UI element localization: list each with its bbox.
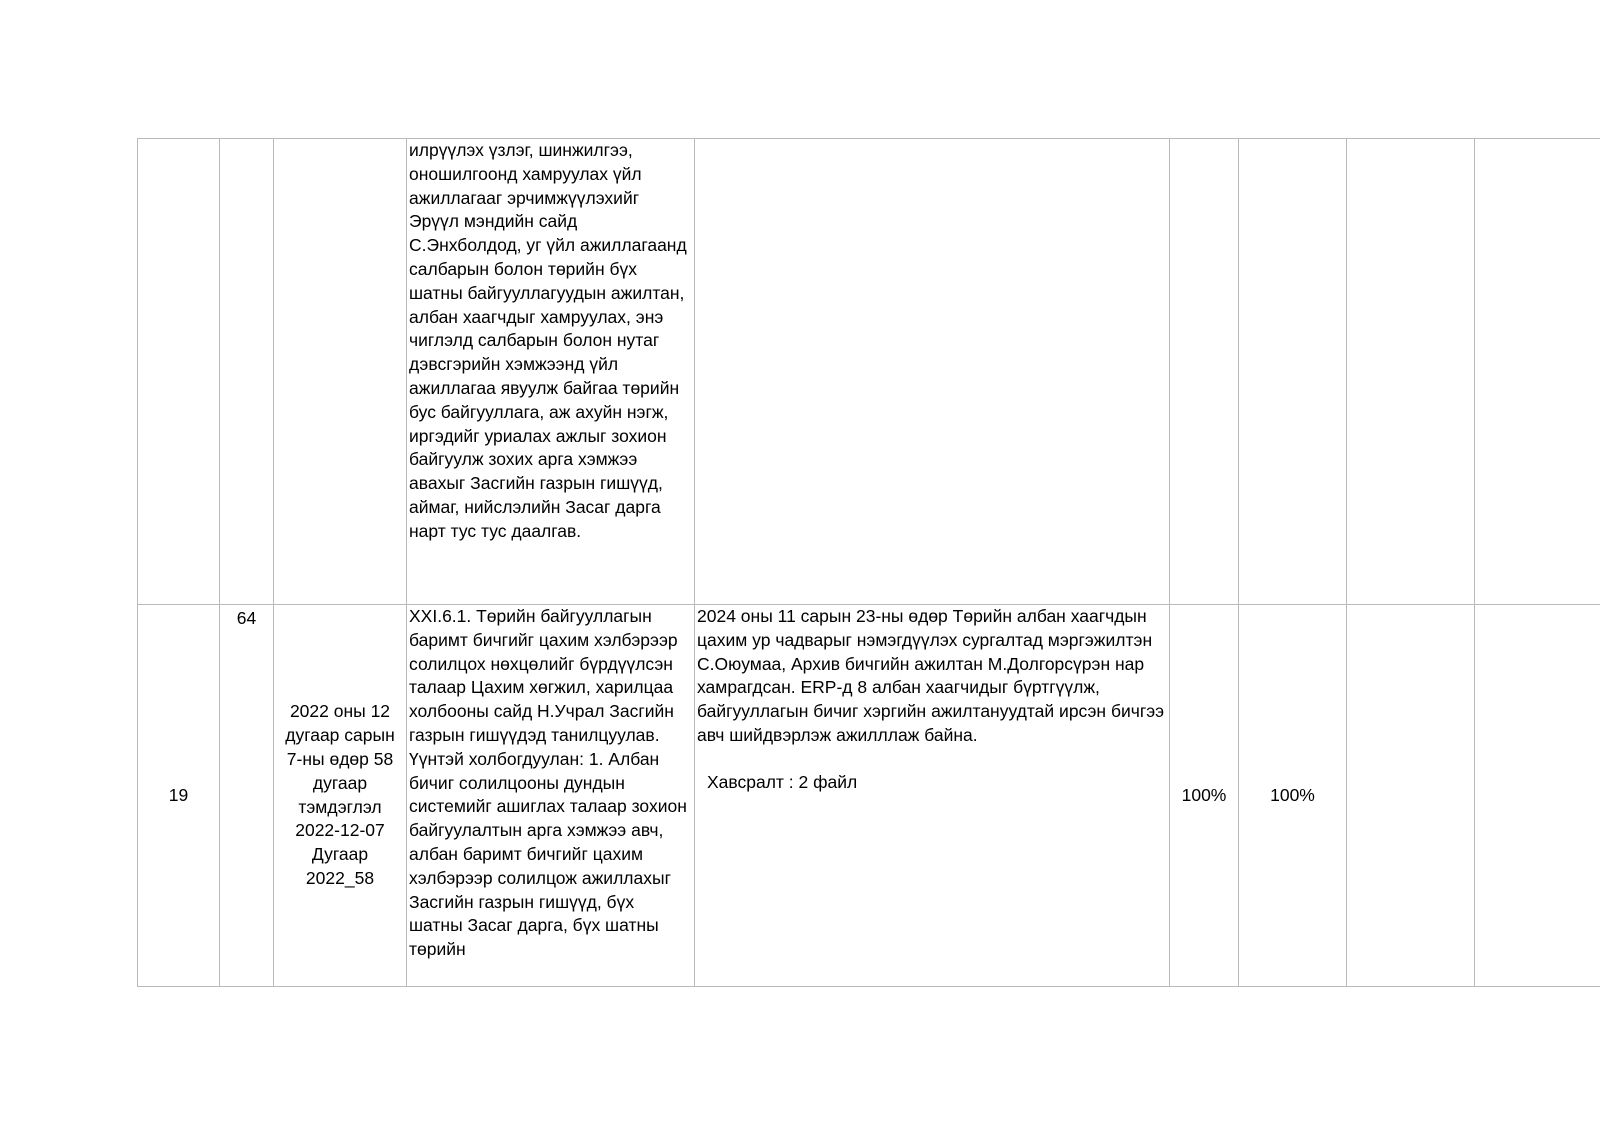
row-number-cell xyxy=(138,139,220,605)
attachment-link[interactable]: Хавсралт : 2 файл xyxy=(707,771,858,792)
percent-cell-a: 100% xyxy=(1170,605,1239,987)
decision-text-cell: илрүүлэх үзлэг, шинжилгээ, оношилгоонд хамруулах үйл ажиллагааг эрчимжүүлэхийг Эрүүл мэндийн сайд С.Энхболдод, уг үйл ажиллагаанд салбарын болон төрийн бүх шатны байгууллагуудын ажилтан, албан хаагчдыг хамруулах, энэ чиглэлд салбарын болон нутаг дэвсгэрийн хэмжээнд үйл ажиллагаа явуулж байгаа төрийн бус байгууллага, аж ахуйн нэгж, иргэдийг уриалах ажлыг зохион байгуулж зохих арга хэмжээ авахыг Засгийн газрын гишүүд, аймаг, нийслэлийн Засаг дарга нарт тус тус даалгав. xyxy=(407,139,695,605)
row-number-cell: 19 xyxy=(138,605,220,987)
note-cell xyxy=(1347,605,1475,987)
progress-text: 2024 оны 11 сарын 23-ны өдөр Төрийн албан хаагчдын цахим ур чадварыг нэмэгдүүлэх сургалтад мэргэжилтэн С.Оюумаа, Архив бичгийн ажилтан М.Долгорсүрэн нар хамрагдсан. ERP-д 8 албан хаагчидыг бүртгүүлж, байгууллагын бичиг хэргийн ажилтануудтай ирсэн бичгээ авч шийдвэрлэж ажилллаж байна. xyxy=(697,606,1165,745)
table-row xyxy=(138,139,1600,605)
percent-cell-b xyxy=(1239,139,1347,605)
extra-cell xyxy=(1475,139,1600,605)
table-row xyxy=(138,605,1600,987)
decision-table xyxy=(137,138,1600,987)
protocol-cell xyxy=(274,139,407,605)
progress-text-cell xyxy=(695,139,1170,605)
note-cell xyxy=(1347,139,1475,605)
progress-text-cell xyxy=(695,605,1170,987)
row-code-cell xyxy=(220,139,274,605)
percent-cell-b: 100% xyxy=(1239,605,1347,987)
decision-text-cell: XXI.6.1. Төрийн байгууллагын баримт бичгийг цахим хэлбэрээр солилцох нөхцөлийг бүрдүүлсэн талаар Цахим хөгжил, харилцаа холбооны сайд Н.Учрал Засгийн газрын гишүүдэд танилцуулав. Үүнтэй холбогдуулан: 1. Албан бичиг солилцооны дундын системийг ашиглах талаар зохион байгуулалтын арга хэмжээ авч, албан баримт бичгийг цахим хэлбэрээр солилцож ажиллахыг Засгийн газрын гишүүд, бүх шатны Засаг дарга, бүх шатны төрийн xyxy=(407,605,695,987)
extra-cell xyxy=(1475,605,1600,987)
percent-cell-a xyxy=(1170,139,1239,605)
protocol-cell: 2022 оны 12 дугаар сарын 7-ны өдөр 58 дугаар тэмдэглэл 2022-12-07 Дугаар 2022_58 xyxy=(274,605,407,987)
row-code-cell: 64 xyxy=(220,605,274,987)
